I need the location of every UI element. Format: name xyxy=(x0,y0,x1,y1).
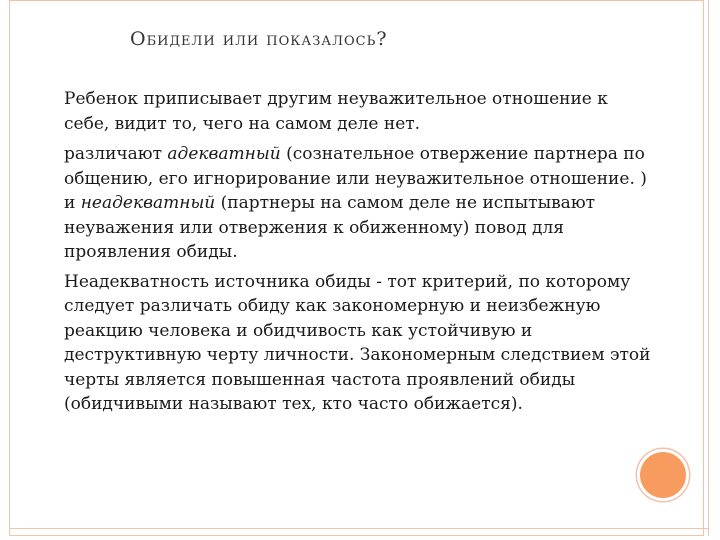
paragraph-2-text-1: различают xyxy=(64,144,168,164)
slide-frame-bottom-line xyxy=(9,528,709,529)
slide-title: Обидели или показалось? xyxy=(130,28,388,50)
paragraph-2-text-3: (партнеры на самом деле не испытывают неуважения или отвержения к обиженному) повод для проявления обиды. xyxy=(64,193,596,262)
term-inadequate: неадекватный xyxy=(80,193,216,213)
slide-body xyxy=(64,87,654,422)
paragraph-3: Неадекватность источника обиды - тот критерий, по которому следует различать обиду как закономерную и неизбежную реакцию человека и обидчивость как устойчивую и деструктивную черту личности. Закономерным следствием этой черты является повышенная частота проявлений обиды (обидчивыми называют тех, кто часто обижается). xyxy=(64,271,651,414)
paragraph-1: Ребенок приписывает другим неуважительное отношение к себе, видит то, чего на самом деле нет. xyxy=(64,89,608,134)
term-adequate: адекватный xyxy=(167,144,281,164)
slide-frame-right-line xyxy=(708,0,709,536)
paragraph-2-text-2: (сознательное отвержение партнера по общению, его игнорирование или неуважительное отношение. ) и xyxy=(64,144,647,213)
decorative-circle xyxy=(640,452,686,498)
paragraph-2 xyxy=(64,142,654,265)
